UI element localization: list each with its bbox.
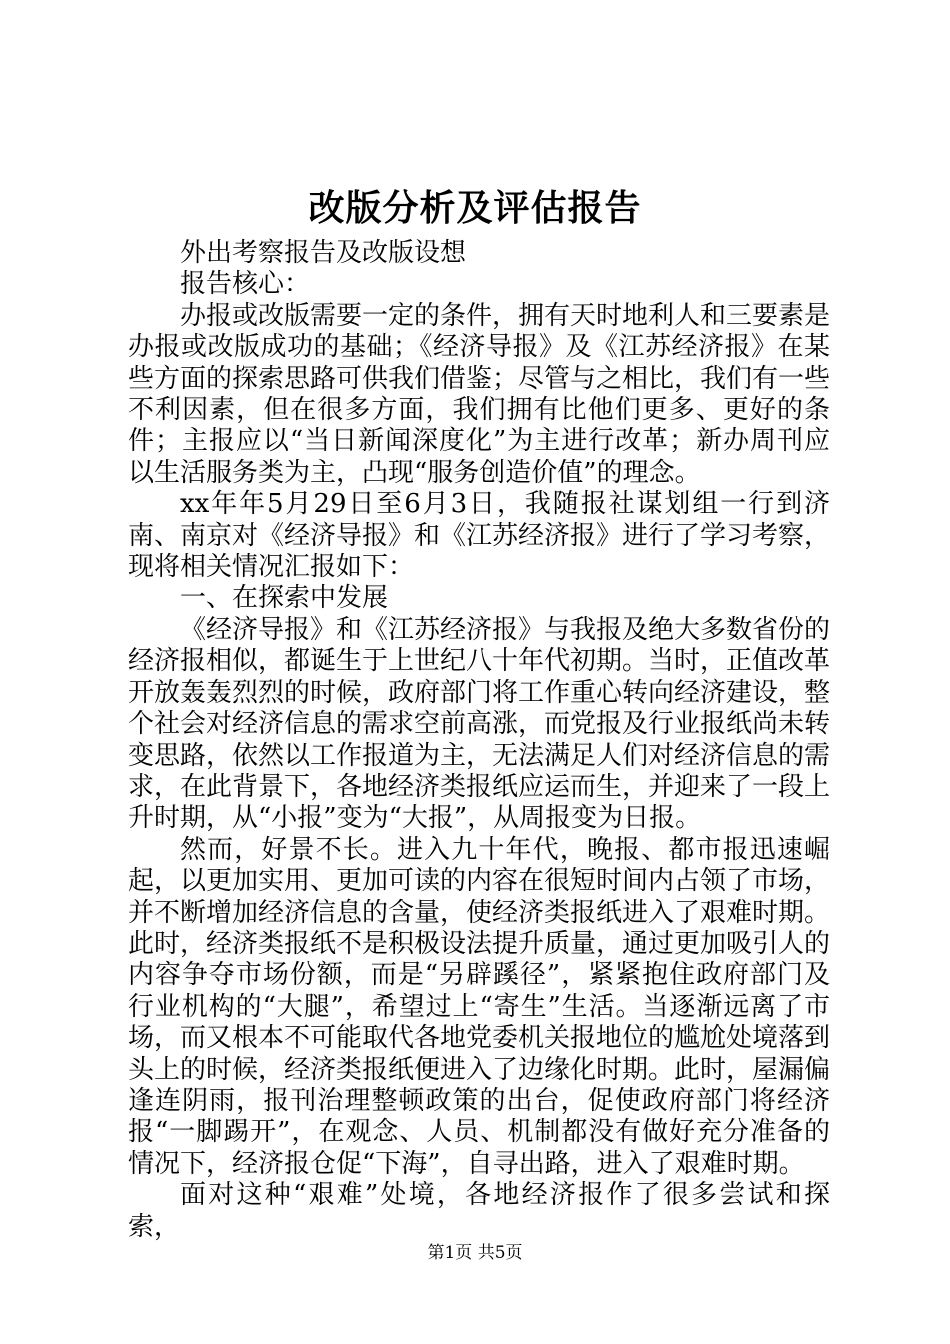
page-number: 第1页 共5页 bbox=[427, 1243, 523, 1263]
summary-paragraph: 办报或改版需要一定的条件，拥有天时地利人和三要素是办报或改版成功的基础；《经济导报》及《江苏经济报》在某些方面的探索思路可供我们借鉴；尽管与之相比，我们有一些不利因素，但在很多方面，我们拥有比他们更多、更好的条件；主报应以“当日新闻深度化”为主进行改革；新办周刊应以生活服务类为主，凸现“服务创造价值”的理念。 bbox=[128, 300, 831, 488]
body-paragraph: 然而，好景不长。进入九十年代，晚报、都市报迅速崛起，以更加实用、更加可读的内容在很短时间内占领了市场，并不断增加经济信息的含量，使经济类报纸进入了艰难时期。此时，经济类报纸不是积极设法提升质量，通过更加吸引人的内容争夺市场份额，而是“另辟蹊径”，紧紧抱住政府部门及行业机构的“大腿”，希望过上“寄生”生活。当逐渐远离了市场，而又根本不可能取代各地党委机关报地位的尴尬处境落到头上的时候，经济类报纸便进入了边缘化时期。此时，屋漏偏逢连阴雨，报刊治理整顿政策的出台，促使政府部门将经济报“一脚踢开”，在观念、人员、机制都没有做好充分准备的情况下，经济报仓促“下海”，自寻出路，进入了艰难时期。 bbox=[128, 834, 831, 1179]
intro-paragraph: xx年年5月29日至6月3日，我随报社谋划组一行到济南、南京对《经济导报》和《江苏经济报》进行了学习考察，现将相关情况汇报如下： bbox=[128, 489, 831, 583]
body-paragraph: 《经济导报》和《江苏经济报》与我报及绝大多数省份的经济报相似，都诞生于上世纪八十年代初期。当时，正值改革开放轰轰烈烈的时候，政府部门将工作重心转向经济建设，整个社会对经济信息的需求空前高涨，而党报及行业报纸尚未转变思路，依然以工作报道为主，无法满足人们对经济信息的需求，在此背景下，各地经济类报纸应运而生，并迎来了一段上升时期，从“小报”变为“大报”，从周报变为日报。 bbox=[128, 614, 831, 834]
subtitle-paragraph: 外出考察报告及改版设想 bbox=[180, 238, 467, 268]
summary-heading: 报告核心： bbox=[180, 269, 311, 300]
body-paragraph: 面对这种“艰难”处境，各地经济报作了很多尝试和探索， bbox=[128, 1180, 830, 1242]
section-heading: 一、在探索中发展 bbox=[180, 583, 389, 614]
document-body bbox=[128, 238, 830, 1243]
document-title: 改版分析及评估报告 bbox=[308, 187, 642, 229]
